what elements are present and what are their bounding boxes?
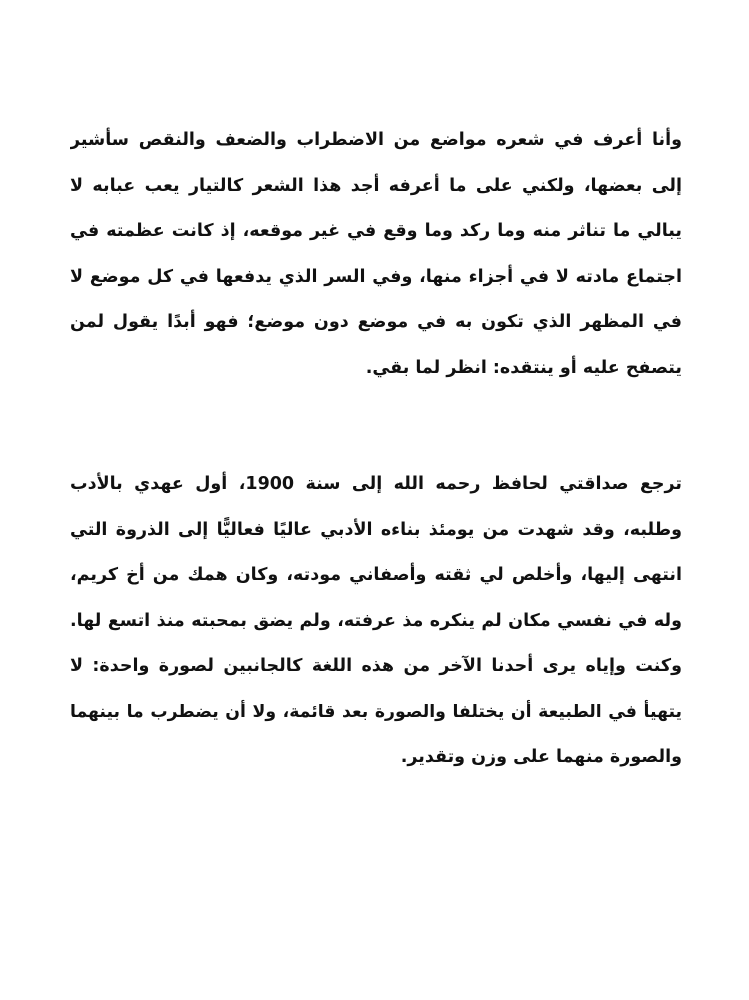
text-line: يبالي ما تناثر منه وما ركد وما وقع في غير موقعه، إذ كانت عظمته في bbox=[70, 221, 682, 241]
document-page bbox=[70, 118, 682, 781]
text-line: انتهى إليها، وأخلص لي ثقته وأصفاني مودته، وكان همك من أخ كريم، bbox=[70, 565, 682, 585]
text-line: اجتماع مادته لا في أجزاء منها، وفي السر الذي يدفعها في كل موضع لا bbox=[70, 266, 682, 287]
text-line: ترجع صداقتي لحافظ رحمه الله إلى سنة 1900، أول عهدي بالأدب bbox=[70, 474, 682, 494]
text-line: في المظهر الذي تكون به في موضع دون موضع؛ فهو أبدًا يقول لمن bbox=[70, 312, 682, 332]
text-line: وله في نفسي مكان لم ينكره مذ عرفته، ولم يضق بمحبته منذ اتسع لها. bbox=[70, 610, 682, 631]
text-line: يتهيأ في الطبيعة أن يختلفا والصورة بعد قائمة، ولا أن يضطرب ما بينهما bbox=[70, 701, 682, 722]
text-line: وكنت وإياه يرى أحدنا الآخر من هذه اللغة كالجانبين لصورة واحدة: لا bbox=[70, 656, 682, 676]
text-line: والصورة منهما على وزن وتقدير. bbox=[400, 747, 682, 767]
text-line: إلى بعضها، ولكني على ما أعرفه أجد هذا الشعر كالتيار يعب عبابه لا bbox=[70, 175, 682, 196]
paragraph-2 bbox=[70, 462, 682, 781]
text-line: يتصفح عليه أو ينتقده: انظر لما بقي. bbox=[365, 357, 682, 378]
text-line: وطلبه، وقد شهدت من يومئذ بناءه الأدبي عاليًا فعاليًّا إلى الذروة التي bbox=[70, 519, 682, 540]
text-line: وأنا أعرف في شعره مواضع من الاضطراب والضعف والنقص سأشير bbox=[70, 130, 682, 150]
paragraph-1 bbox=[70, 118, 682, 391]
